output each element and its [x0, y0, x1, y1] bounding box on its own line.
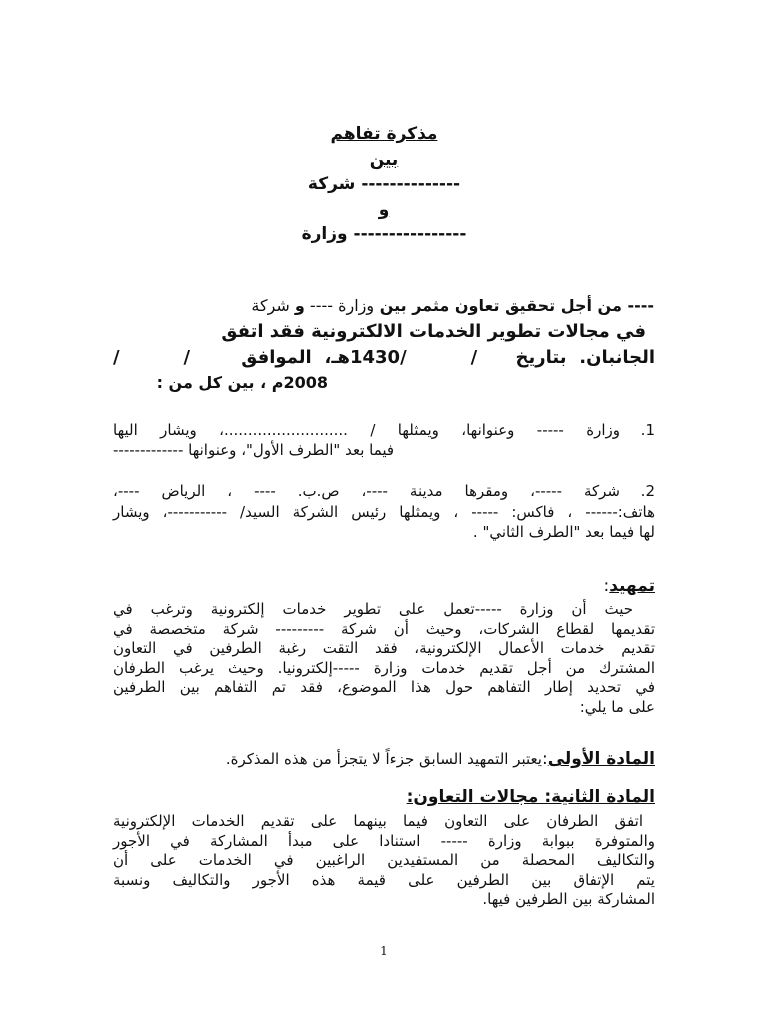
intro-line-4: 2008م ، بين كل من :: [156, 373, 328, 392]
intro-line-3: الجانبان. بتاريخ / /1430هـ، الموافق / /: [113, 347, 656, 368]
party2-number: 2.: [640, 482, 655, 500]
page-number: 1: [380, 944, 388, 958]
intro-line-1: ---- من أجل تحقيق تعاون مثمر بين وزارة ---- و شركة: [251, 296, 654, 315]
party2-line-1: شركة -----، ومقرها مدينة ----، ص.ب. ---- ، الرياض ----،: [113, 482, 620, 500]
article1-heading: المادة الأولى: [547, 749, 655, 769]
preamble-heading: تمهيد:: [603, 576, 655, 596]
preamble-paragraph: حيث أن وزارة -----تعمل على تطوير خدمات إلكترونية وترغب في تقديمها لقطاع الشركات، وحيث أن شركة --------- شركة متخصصة في تقديم خدمات الأعمال الإلكترونية، فقد التقت رغبة الطرفين في التعاون المشترك من أجل تقديم خدمات وزارة -----إلكترونيا. وحيث يرغب الطرفان في تحديد إطار التفاهم حول هذا الموضوع، فقد تم التفاهم بين الطرفين على ما يلي:: [113, 600, 655, 716]
article1: المادة الأولى:يعتبر التمهيد السابق جزءاً لا يتجزأ من هذه المذكرة.: [225, 749, 655, 769]
party1-text: وزارة ----- وعنوانها، ويمثلها / ..........................، ويشار اليها فيما بعد "الطرف الأول"، وعنوانها -------------: [113, 421, 620, 459]
title-and: و: [378, 200, 390, 220]
title-mou: مذكرة تفاهم: [330, 124, 438, 144]
article2-heading: المادة الثانية: مجالات التعاون:: [406, 787, 655, 807]
title-company: -------------- شركة: [307, 174, 461, 194]
party1-number: 1.: [640, 421, 655, 439]
intro-line-2: في مجالات تطوير الخدمات الالكترونية فقد اتفق: [221, 321, 646, 342]
title-between: بين: [369, 150, 399, 170]
article1-text: يعتبر التمهيد السابق جزءاً لا يتجزأ من هذه المذكرة.: [225, 750, 542, 768]
title-ministry: ---------------- وزارة: [301, 224, 467, 244]
party2-text: هاتف:------ ، فاكس: ----- ، ويمثلها رئيس الشركة السيد/ -----------، ويشار لها فيما بعد "الطرف الثاني" .: [113, 503, 655, 541]
article2-paragraph: اتفق الطرفان على التعاون فيما بينهما على تقديم الخدمات الإلكترونية والمتوفرة ببوابة وزارة ----- استنادا على مبدأ المشاركة في الأجور والتكاليف المحصلة من المستفيدين الراغبين في الخدمات على أن يتم الإتفاق بين الطرفين على قيمة هذه الأجور والتكاليف ونسبة المشاركة بين الطرفين فيها.: [113, 812, 655, 908]
